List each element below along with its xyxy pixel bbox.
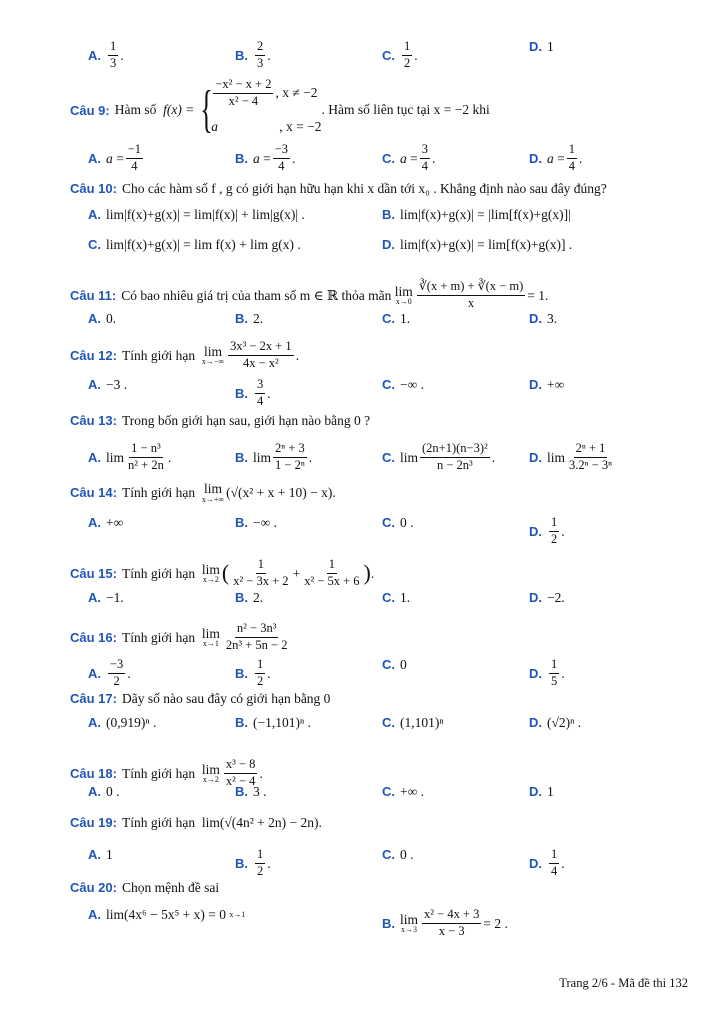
question-9: Câu 9: Hàm số f(x) = { $\frac{\text{−x² − x + 2}}{\text{x² − 4}}$ , x ≠ −2 a , x = −2 . Hàm số liên tục tại x = −2 khi — [70, 76, 490, 138]
question-14: Câu 14: Tính giới hạn lim x→+∞ (√(x² + x + 10) − x). — [70, 481, 336, 504]
question-12-options: A. −3 . B. $\frac{3}{4}$ . C. −∞ . D. +∞ — [88, 377, 565, 408]
question-20: Câu 20: Chọn mệnh đề sai — [70, 880, 220, 896]
question-10-options-cd: C. lim|f(x)+g(x)| = lim f(x) + lim g(x) . D. lim|f(x)+g(x)| = lim[f(x)+g(x)] . — [88, 237, 573, 253]
question-10-options-ab: A. lim|f(x)+g(x)| = lim|f(x)| + lim|g(x)| . B. lim|f(x)+g(x)| = |lim[f(x)+g(x)]| — [88, 207, 571, 223]
question-11-options: A. 0. B. 2. C. 1. D. 3. — [88, 311, 558, 327]
question-9-options: A. a = $\frac{-1}{4}$ B. a = $\frac{-3}{4}$ . C. a = $\frac{3}{4}$ . D. a = $\frac{1}{4}$ . — [88, 142, 583, 173]
question-18: Câu 18: Tính giới hạn lim x→2 $\frac{\text{x³ − 8}}{\text{x² − 4}}$ . — [70, 757, 263, 788]
question-19-options: A. 1 B. $\frac{1}{2}$ . C. 0 . D. $\frac{1}{4}$ . — [88, 847, 565, 878]
question-13-options: A. lim $\frac{\text{1 − n³}}{\text{n² + 2n}}$ . B. lim $\frac{\text{2ⁿ + 3}}{\text{1 − 2ⁿ}}$ . C. lim $\frac{\text{(2n+1)(n−3)²}}{\text{n − 2n³}}$ . D. lim $\frac{\text{2ⁿ + 1}}{\text{3.2ⁿ − 3ⁿ}}$ — [88, 441, 613, 472]
question-17-options: A. (0,919)ⁿ . B. (−1,101)ⁿ . C. (1,101)ⁿ D. (√2)ⁿ . — [88, 715, 582, 731]
question-10: Câu 10: Cho các hàm số f , g có giới hạn hữu hạn khi x dần tới x₀ . Khẳng định nào sau đây đúng? — [70, 181, 607, 197]
question-11: Câu 11: Có bao nhiêu giá trị của tham số m ∈ ℝ thỏa mãn lim x→0 $\frac{∛(x + m) + ∛(x - m)}{x}$ = 1. — [70, 279, 549, 310]
question-14-options: A. +∞ B. −∞ . C. 0 . D. $\frac{1}{2}$ . — [88, 515, 565, 546]
question-13: Câu 13: Trong bốn giới hạn sau, giới hạn nào bằng 0 ? — [70, 413, 371, 429]
question-15: Câu 15: Tính giới hạn lim x→2 ( $\frac{1}{\text{x² − 3x + 2}}$ + $\frac{1}{\text{x² − 5x + 6}}$ ) . — [70, 557, 375, 588]
question-20-options: A. lim(4x⁶ − 5x⁵ + x) = 0 x→1 B. lim x→3 $\frac{\text{x² − 4x + 3}}{x - 3}$ = 2 . — [88, 907, 508, 938]
question-18-options: A. 0 . B. 3 . C. +∞ . D. 1 — [88, 784, 554, 800]
question-15-options: A. −1. B. 2. C. 1. D. −2. — [88, 590, 565, 606]
question-12: Câu 12: Tính giới hạn lim x→−∞ $\frac{\text{3x³ − 2x + 1}}{\text{4x − x²}}$ . — [70, 339, 300, 370]
question-16: Câu 16: Tính giới hạn lim x→1 $\frac{\text{n² − 3n³}}{\text{2n³ + 5n − 2}}$ — [70, 621, 288, 652]
question-16-options: A. $\frac{-3}{2}$ . B. $\frac{1}{2}$ . C. 0 D. $\frac{1}{5}$ . — [88, 657, 565, 688]
question-17: Câu 17: Dãy số nào sau đây có giới hạn bằng 0 — [70, 691, 331, 707]
prev-options: A. $\frac{1}{3}$ . B. $\frac{2}{3}$ . C. $\frac{1}{2}$ . D. 1 — [88, 39, 554, 70]
page-footer: Trang 2/6 - Mã đề thi 132 — [559, 976, 688, 990]
question-19: Câu 19: Tính giới hạn lim(√(4n² + 2n) − 2n). — [70, 815, 322, 831]
